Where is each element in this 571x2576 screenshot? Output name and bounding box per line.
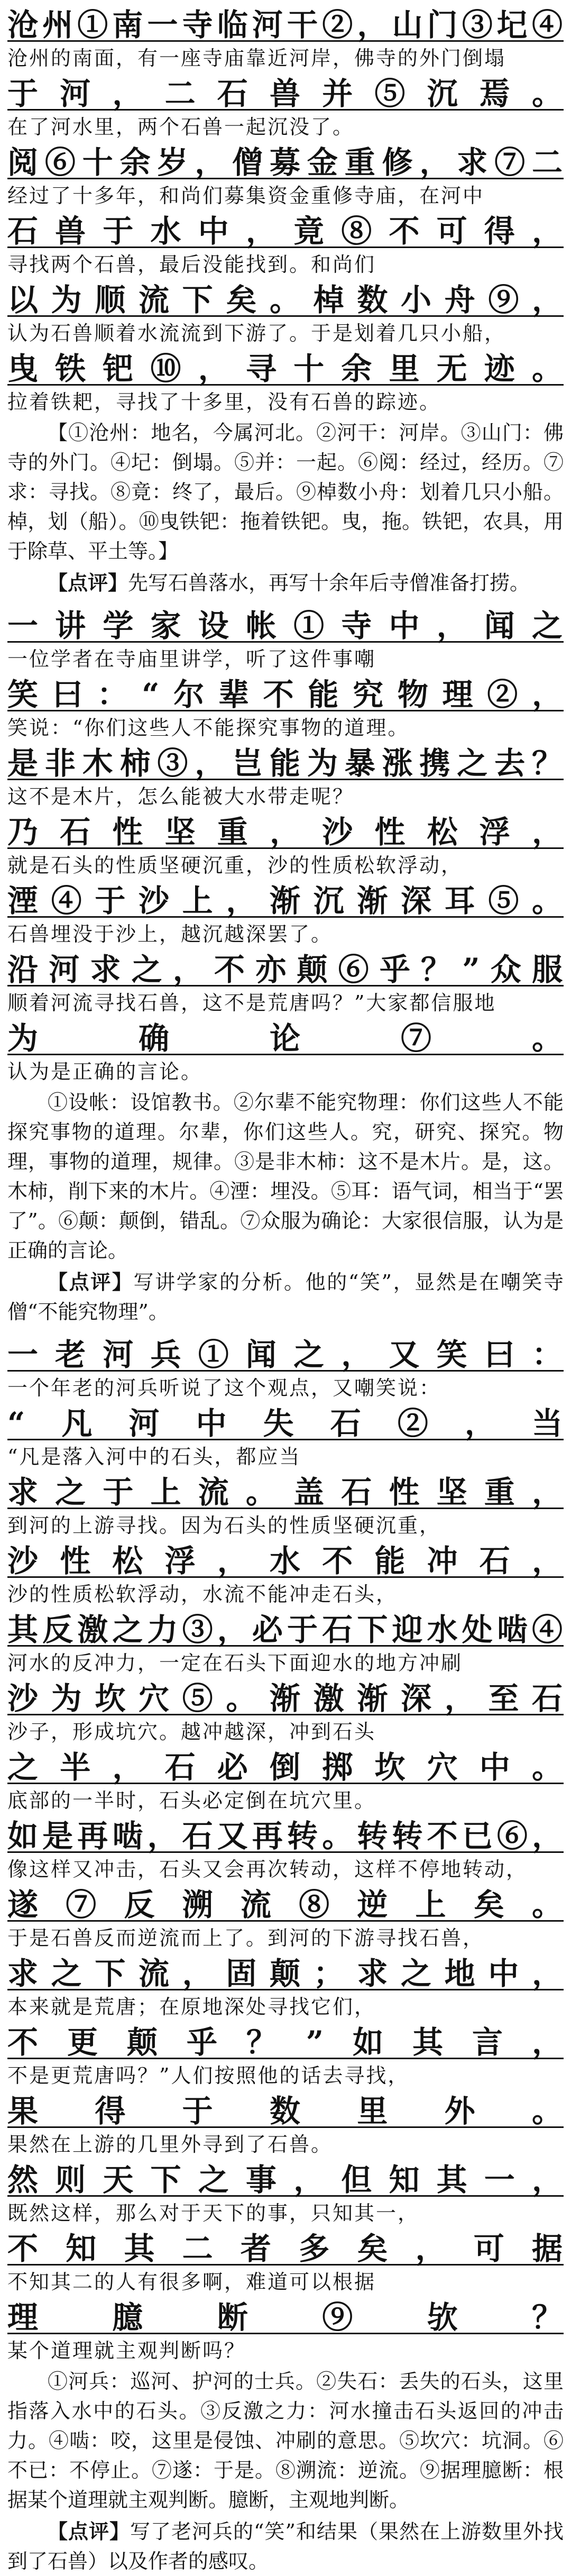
comment-text: 写讲学家的分析。他的“笑”，显然是在嘲笑寺僧“不能究物理”。 [7, 1271, 564, 1323]
translation-line: 认为石兽顺着水流流到下游了。于是划着几只小船， [7, 322, 506, 345]
translation-line: 不知其二的人有很多啊，难道可以根据 [7, 2270, 376, 2294]
translation-line: 本来就是荒唐；在原地深处寻找它们， [7, 1995, 376, 2018]
original-line: 乃石性坚重，沙性松浮， [7, 814, 564, 850]
sentence-pair [7, 1610, 564, 1677]
original-line: 湮④于沙上，渐沉渐深耳⑤。 [7, 883, 564, 919]
original-line: 沙性松浮，水不能冲石， [7, 1543, 564, 1579]
sentence-pair [7, 1541, 564, 1608]
sentence-pair [7, 1954, 564, 2021]
sentence-pair [7, 606, 564, 673]
translation-line: 一位学者在寺庙里讲学，听了这件事嘲 [7, 647, 376, 671]
translation-line: 沙的性质松软浮动，水流不能冲走石头， [7, 1583, 398, 1606]
sentence-pair [7, 2229, 564, 2296]
original-line: 一老河兵①闻之，又笑曰： [7, 1337, 564, 1373]
original-line: 为确论⑦。 [7, 1020, 564, 1056]
comment-box [7, 2517, 564, 2576]
sentence-pair [7, 74, 564, 141]
translation-line: 在了河水里，两个石兽一起沉没了。 [7, 115, 355, 139]
original-line: 遂⑦反溯流⑧逆上矣。 [7, 1887, 564, 1923]
comment-tag: 【点评】 [48, 2519, 131, 2543]
translation-line: 底部的一半时，石头必定倒在坑穴里。 [7, 1789, 376, 1812]
comment-tag: 【点评】 [48, 1270, 134, 1294]
section-3 [7, 1335, 564, 2576]
comment-box [7, 1267, 564, 1327]
original-line: 于河，二石兽并⑤沉焉。 [7, 76, 564, 112]
original-line: 如是再啮，石又再转。转转不已⑥， [7, 1818, 564, 1854]
translation-line: 拉着铁耙，寻找了十多里，没有石兽的踪迹。 [7, 390, 441, 414]
original-line: 是非木柿③，岂能为暴涨携之去？ [7, 745, 564, 781]
annotation-notes: 【①沧州：地名，今属河北。②河干：河岸。③山门：佛寺的外门。④圮：倒塌。⑤并：一起。⑥阅：经过，经历。⑦求：寻找。⑧竟：终了，最后。⑨棹数小舟：划着几只小船。棹，划（船）。⑩曳铁钯：拖着铁钯。曳，拖。铁钯，农具，用于除草、平土等。】 [7, 421, 564, 563]
original-line: “凡河中失石②，当 [7, 1405, 564, 1441]
comment-text: 先写石兽落水，再写十余年后寺僧准备打捞。 [128, 571, 530, 595]
sentence-pair [7, 1019, 564, 1085]
comment-box [7, 568, 564, 598]
original-line: 其反激之力③，必于石下迎水处啮④ [7, 1612, 564, 1648]
sentence-pair [7, 2160, 564, 2227]
comment-text: 写了老河兵的“笑”和结果（果然在上游数里外找到了石兽）以及作者的感叹。 [7, 2520, 564, 2573]
sentence-pair [7, 2023, 564, 2089]
sentence-pair [7, 1335, 564, 1402]
original-line: 求之下流，固颠；求之地中， [7, 1956, 564, 1992]
sentence-pair [7, 812, 564, 879]
annotation-notes: ①设帐：设馆教书。②尔辈不能究物理：你们这些人不能探究事物的道理。尔辈，你们这些人。究，研究、探究。物理，事物的道理，规律。③是非木柿：这不是木片。是，这。木柿，削下来的木片。④湮：埋没。⑤耳：语气词，相当于“罢了”。⑥颠：颠倒，错乱。⑦众服为确论：大家很信服，认为是正确的言论。 [7, 1091, 564, 1262]
sentence-pair [7, 1748, 564, 1814]
translation-line: 寻找两个石兽，最后没能找到。和尚们 [7, 253, 376, 276]
translation-line: 不是更荒唐吗？”人们按照他的话去寻找， [7, 2064, 410, 2087]
sentence-pair [7, 143, 564, 209]
sentence-pair [7, 1473, 564, 1539]
original-line: 一讲学家设帐①寺中，闻之 [7, 608, 564, 644]
translation-line: 于是石兽反而逆流而上了。到河的下游寻找石兽， [7, 1926, 485, 1950]
translation-line: 河水的反冲力，一定在石头下面迎水的地方冲刷 [7, 1651, 463, 1675]
original-line: 不更颠乎？”如其言， [7, 2024, 564, 2060]
original-line: 沧州①南一寺临河干②，山门③圮④ [7, 7, 564, 43]
translation-line: 认为是正确的言论。 [7, 1060, 203, 1083]
original-line: 果得于数里外。 [7, 2093, 564, 2129]
sentence-pair [7, 1404, 564, 1470]
original-line: 以为顺流下矣。棹数小舟⑨， [7, 282, 564, 318]
original-line: 沙为坎穴⑤。渐激渐深，至石 [7, 1680, 564, 1716]
sentence-pair [7, 280, 564, 347]
original-line: 阅⑥十余岁，僧募金重修，求⑦二 [7, 144, 564, 180]
sentence-pair [7, 1885, 564, 1952]
original-line: 理臆断⑨欤？ [7, 2299, 564, 2335]
original-line: 笑曰：“尔辈不能究物理②， [7, 677, 564, 712]
translation-line: 到河的上游寻找。因为石头的性质坚硬沉重， [7, 1514, 441, 1537]
translation-line: 沙子，形成坑穴。越冲越深，冲到石头 [7, 1720, 376, 1743]
translation-line: 这不是木片，怎么能被大水带走呢？ [7, 785, 355, 808]
translation-line: 既然这样，那么对于天下的事，只知其一， [7, 2202, 420, 2225]
original-line: 不知其二者多矣，可据 [7, 2231, 564, 2267]
translation-line: 像这样又冲击，石头又会再次转动，这样不停地转动， [7, 1858, 528, 1881]
original-line: 沿河求之，不亦颠⑥乎？”众服 [7, 952, 564, 988]
sentence-pair [7, 212, 564, 278]
original-line: 求之于上流。盖石性坚重， [7, 1474, 564, 1510]
sentence-pair [7, 1816, 564, 1883]
original-line: 然则天下之事，但知其一， [7, 2162, 564, 2198]
translation-line: 石兽埋没于沙上，越沉越深罢了。 [7, 922, 333, 946]
translation-line: 沧州的南面，有一座寺庙靠近河岸，佛寺的外门倒塌 [7, 47, 506, 70]
translation-line: 笑说：“你们这些人不能探究事物的道理。 [7, 716, 410, 739]
sentence-pair [7, 5, 564, 72]
translation-line: 一个年老的河兵听说了这个观点，又嘲笑说： [7, 1376, 441, 1400]
section-1 [7, 5, 564, 598]
sentence-pair [7, 2298, 564, 2364]
annotation-notes: ①河兵：巡河、护河的士兵。②失石：丢失的石头，这里指落入水中的石头。③反激之力：河水撞击石头返回的冲击力。④啮：咬，这里是侵蚀、冲刷的意思。⑤坎穴：坑洞。⑥不已：不停止。⑦遂：于是。⑧溯流：逆流。⑨据理臆断：根据某个道理就主观判断。臆断，主观地判断。 [7, 2370, 564, 2511]
section-2 [7, 606, 564, 1327]
translation-line: “凡是落入河中的石头，都应当 [7, 1445, 301, 1468]
translation-line: 就是石头的性质坚硬沉重，沙的性质松软浮动， [7, 854, 463, 877]
sentence-pair [7, 1679, 564, 1746]
sentence-pair [7, 349, 564, 416]
translation-line: 某个道理就主观判断吗？ [7, 2339, 246, 2362]
sentence-pair [7, 881, 564, 948]
sentence-pair [7, 675, 564, 742]
translation-line: 果然在上游的几里外寻到了石兽。 [7, 2133, 333, 2156]
comment-tag: 【点评】 [48, 571, 128, 595]
original-line: 曳铁钯⑩，寻十余里无迹。 [7, 351, 564, 387]
sentence-pair [7, 2091, 564, 2158]
translation-line: 经过了十多年，和尚们募集资金重修寺庙，在河中 [7, 184, 485, 207]
sentence-pair [7, 744, 564, 810]
translation-line: 顺着河流寻找石兽，这不是荒唐吗？”大家都信服地 [7, 991, 496, 1015]
original-line: 之半，石必倒掷坎穴中。 [7, 1749, 564, 1785]
sentence-pair [7, 950, 564, 1017]
original-line: 石兽于水中，竟⑧不可得， [7, 213, 564, 249]
